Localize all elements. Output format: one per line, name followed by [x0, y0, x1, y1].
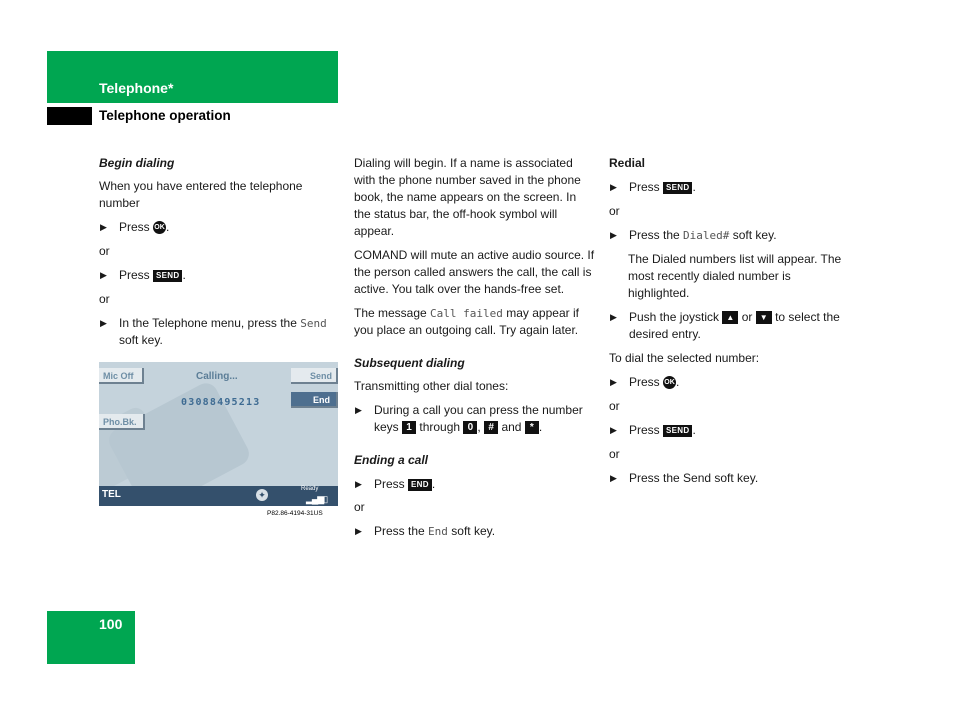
end-softkey[interactable]: End	[291, 392, 338, 408]
step-press-send: ▶ Press SEND .	[609, 422, 851, 439]
step-redial-send: ▶ Press SEND .	[609, 179, 851, 196]
or-text: or	[99, 244, 110, 258]
step-joystick: ▶ Push the joystick ▲ or ▼ to select the desired entry.	[609, 309, 851, 343]
key-star-icon: *	[525, 421, 539, 434]
comand-screen-figure	[99, 362, 338, 506]
or-text: or	[354, 500, 365, 514]
dialed-number: 03088495213	[181, 397, 261, 408]
step-press-ok: ▶ Press OK.	[609, 374, 851, 391]
key-0-icon: 0	[463, 421, 477, 434]
subsection-marker	[47, 107, 92, 125]
step-press-ok: ▶ Press OK.	[99, 219, 341, 236]
paragraph-when: When you have entered the telephone number	[99, 179, 303, 210]
page-number: 100	[99, 616, 123, 632]
heading-ending-call: Ending a call	[354, 453, 429, 467]
ok-button-icon: OK	[663, 376, 676, 389]
joystick-down-icon: ▼	[756, 311, 772, 324]
step-send-softkey: ▶ In the Telephone menu, press the Send soft key.	[99, 315, 341, 349]
section-title: Telephone*	[99, 80, 174, 96]
heading-begin-dialing: Begin dialing	[99, 156, 175, 170]
column-1	[99, 155, 341, 349]
joystick-up-icon: ▲	[722, 311, 738, 324]
heading-redial: Redial	[609, 156, 646, 170]
header-bar	[47, 51, 338, 103]
status-tel-label: TEL	[102, 489, 121, 500]
send-softkey[interactable]: Send	[291, 368, 338, 384]
key-1-icon: 1	[402, 421, 416, 434]
send-key-icon: SEND	[663, 182, 692, 194]
paragraph-dialed-list: The Dialed numbers list will appear. The most recently dialed number is highlighted.	[628, 252, 842, 300]
status-bar	[99, 486, 338, 506]
paragraph-transmit: Transmitting other dial tones:	[354, 379, 509, 393]
step-dialed-softkey: ▶ Press the Dialed# soft key.	[609, 227, 851, 244]
ok-button-icon: OK	[153, 221, 166, 234]
step-press-send: ▶ Press SEND .	[99, 267, 341, 284]
step-number-keys: ▶ During a call you can press the number keys 1 through 0 , # and * .	[354, 402, 596, 436]
step-end-softkey: ▶ Press the End soft key.	[354, 523, 596, 540]
figure-reference: P82.86-4194-31US	[267, 510, 323, 517]
or-text: or	[609, 204, 620, 218]
or-text: or	[99, 292, 110, 306]
step-press-end: ▶ Press END .	[354, 476, 596, 493]
step-send-softkey: ▶ Press the Send soft key.	[609, 470, 851, 487]
ready-label: Ready	[301, 486, 319, 492]
mic-off-softkey[interactable]: Mic Off	[99, 368, 144, 384]
paragraph-dialing-begin: Dialing will begin. If a name is associated with the phone number saved in the phone book, the name appears on the screen. In the status bar, the off-hook symbol will appear.	[354, 156, 581, 238]
send-key-icon: SEND	[153, 270, 182, 282]
signal-strength-icon: ▂▄▆▯	[306, 494, 328, 504]
paragraph-to-dial: To dial the selected number:	[609, 351, 760, 365]
column-2	[354, 155, 596, 540]
phonebook-softkey[interactable]: Pho.Bk.	[99, 414, 145, 430]
joystick-icon: ✦	[256, 489, 268, 501]
subsection-title: Telephone operation	[99, 108, 231, 123]
paragraph-call-failed: The message Call failed may appear if you place an outgoing call. Try again later.	[354, 306, 579, 337]
key-hash-icon: #	[484, 421, 498, 434]
or-text: or	[609, 399, 620, 413]
heading-subsequent-dialing: Subsequent dialing	[354, 356, 465, 370]
or-text: or	[609, 447, 620, 461]
calling-status: Calling...	[196, 371, 238, 382]
send-key-icon: SEND	[663, 425, 692, 437]
end-key-icon: END	[408, 479, 432, 491]
column-3	[609, 155, 851, 487]
paragraph-comand-mute: COMAND will mute an active audio source. If the person called answers the call, the call is active. You talk over the hands-free set.	[354, 248, 595, 296]
